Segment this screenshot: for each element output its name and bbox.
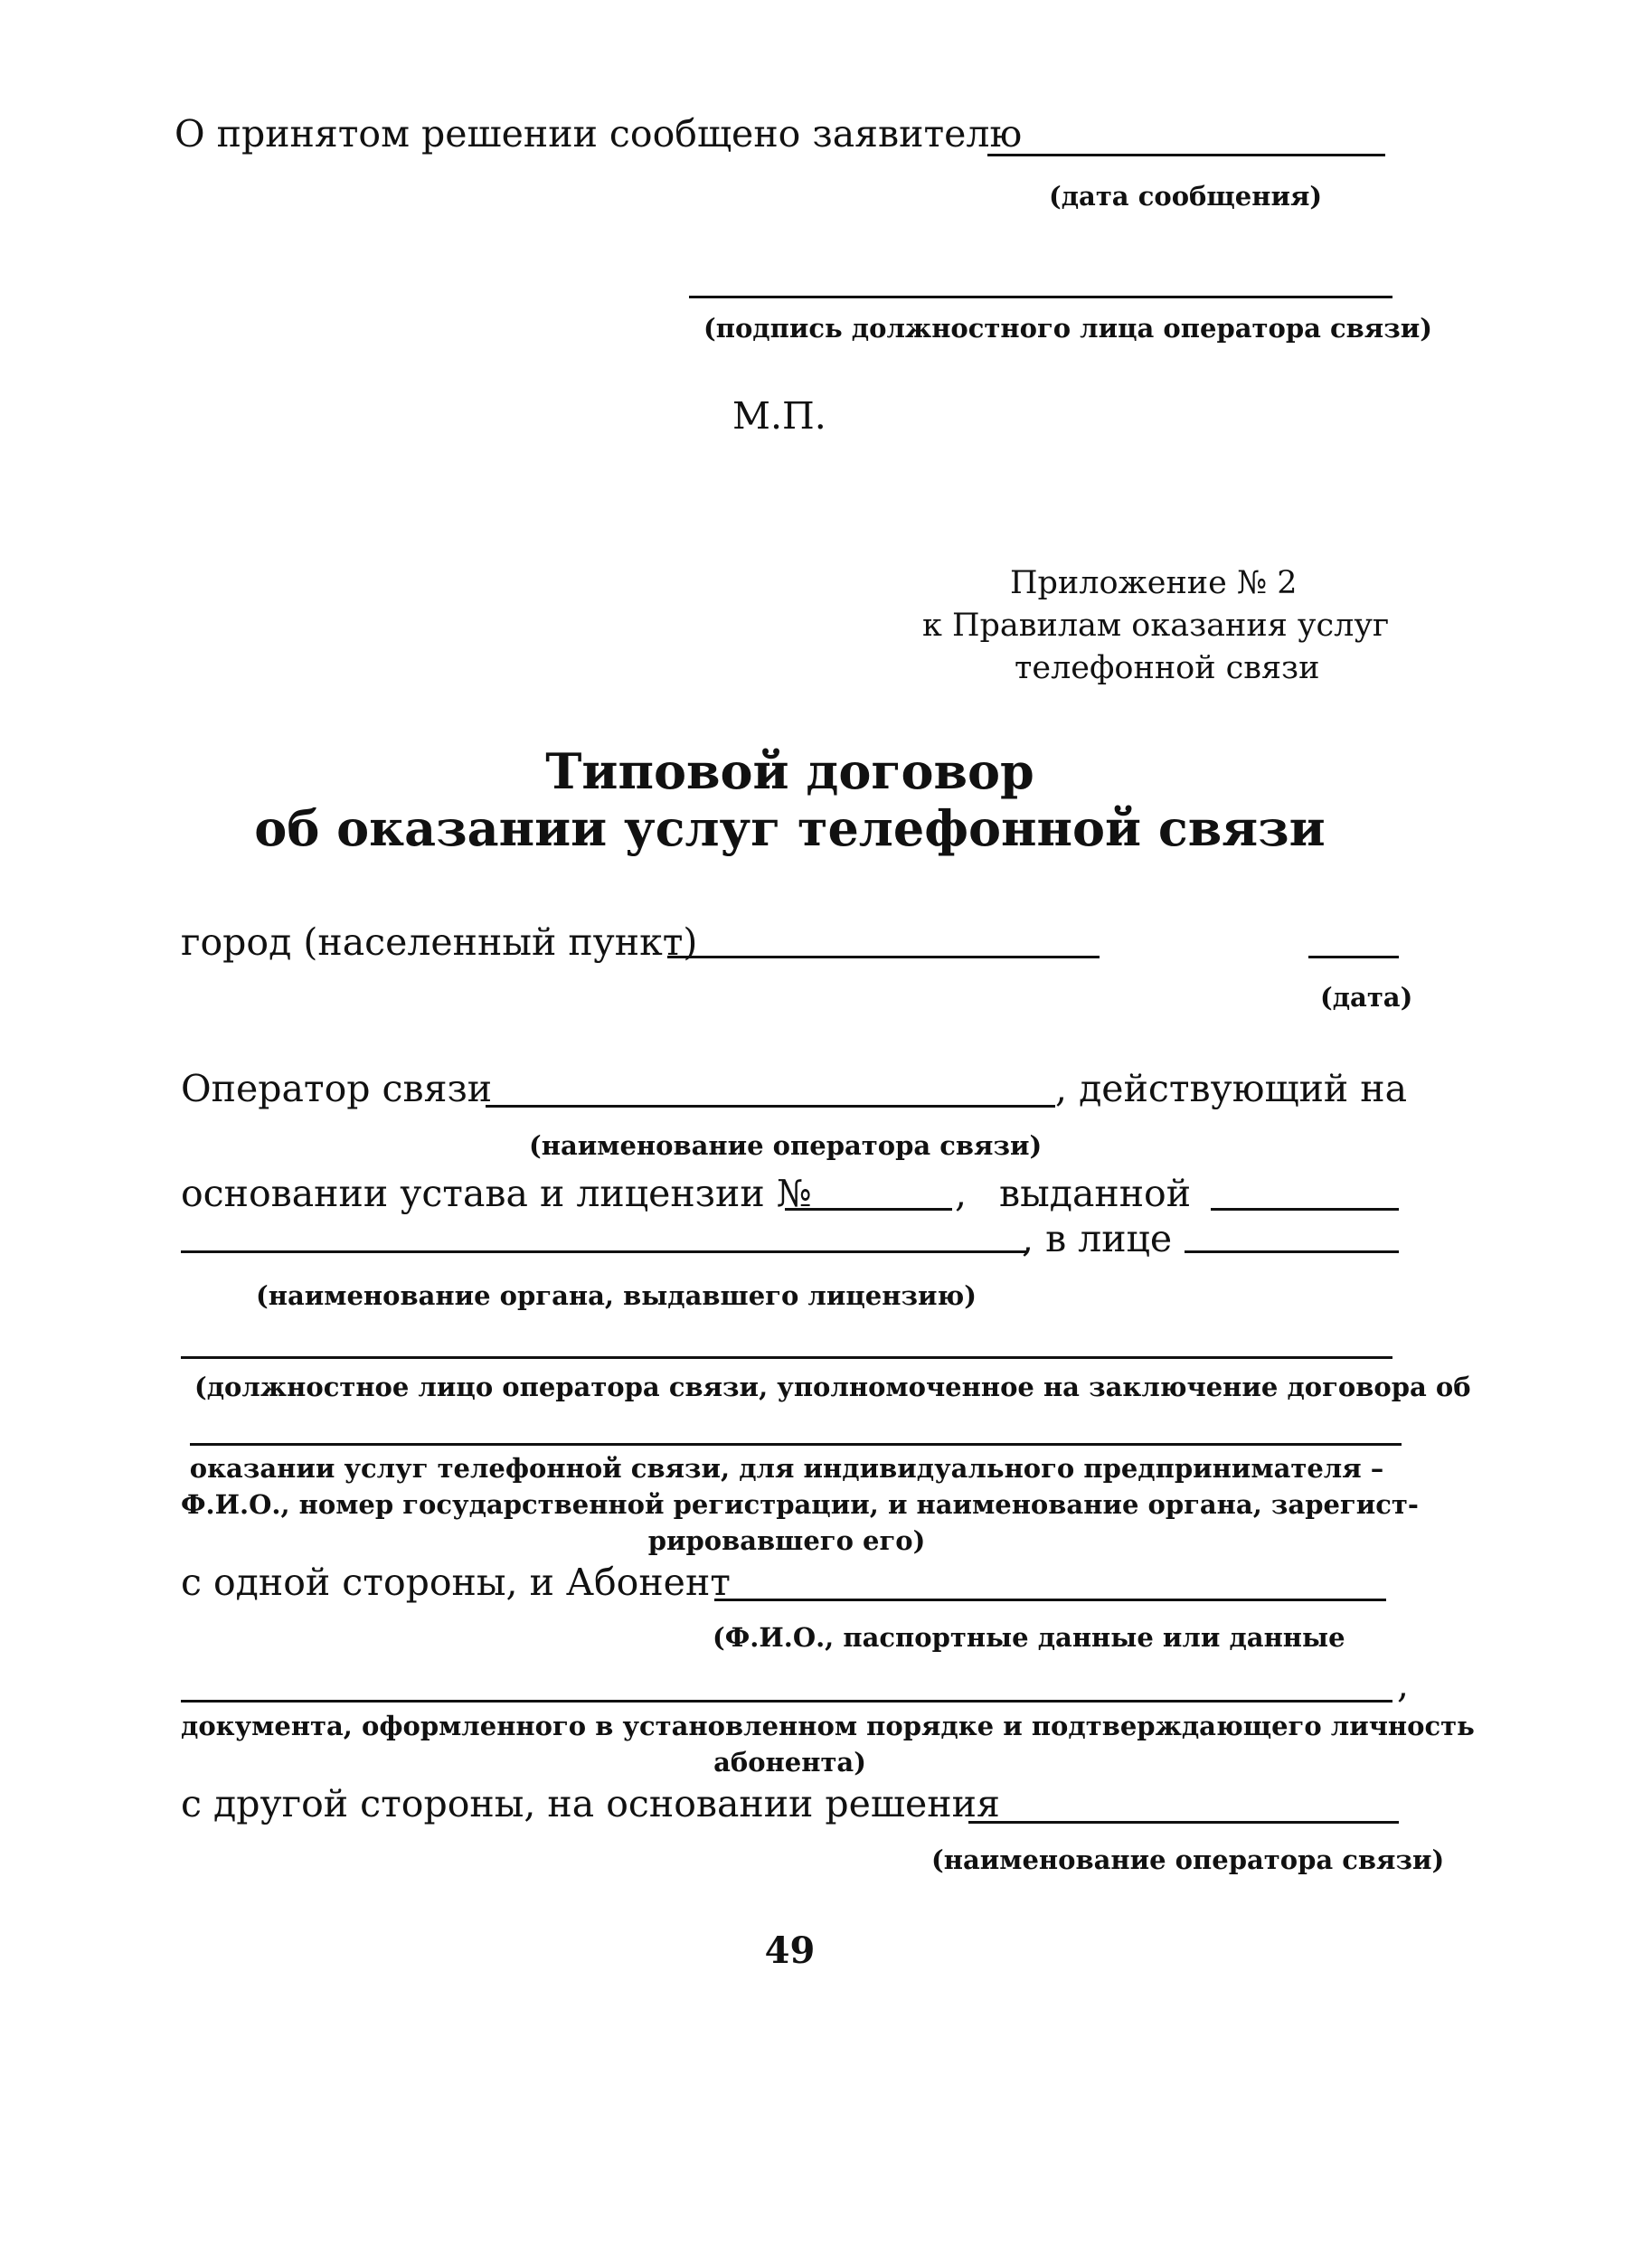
issuer-caption: (наименование органа, выдавшего лицензию) bbox=[256, 1280, 977, 1311]
subscriber-doc-line[interactable] bbox=[181, 1700, 1392, 1703]
appendix-line-2: к Правилам оказания услуг bbox=[922, 608, 1390, 644]
license-comma: , bbox=[955, 1172, 968, 1215]
notice-date-line[interactable] bbox=[987, 154, 1385, 156]
in-person-line[interactable] bbox=[1185, 1250, 1399, 1253]
issued-label: выданной bbox=[999, 1172, 1192, 1215]
signature-line[interactable] bbox=[689, 296, 1392, 298]
issued-line[interactable] bbox=[1211, 1208, 1399, 1211]
city-line[interactable] bbox=[667, 956, 1100, 958]
decision-label: с другой стороны, на основании решения bbox=[181, 1782, 1000, 1825]
notice-text: О принятом решении сообщено заявителю bbox=[175, 112, 1023, 156]
operator-name-line[interactable] bbox=[486, 1105, 1055, 1108]
official-line-2[interactable] bbox=[190, 1443, 1402, 1446]
decision-caption: (наименование оператора связи) bbox=[931, 1844, 1445, 1875]
page-number: 49 bbox=[764, 1929, 816, 1972]
appendix-line-3: телефонной связи bbox=[1015, 650, 1320, 686]
official-caption-1: (должностное лицо оператора связи, уполномоченное на заключение договора об bbox=[194, 1372, 1471, 1402]
issuer-line[interactable] bbox=[181, 1250, 1026, 1253]
official-caption-3: Ф.И.О., номер государственной регистрации, и наименование органа, зарегист- bbox=[181, 1489, 1419, 1520]
city-label: город (населенный пункт) bbox=[181, 920, 698, 964]
license-label: основании устава и лицензии № bbox=[181, 1172, 812, 1215]
in-person-label: , в лице bbox=[1022, 1217, 1173, 1260]
appendix-line-1: Приложение № 2 bbox=[1010, 565, 1298, 601]
contract-date-line[interactable] bbox=[1308, 956, 1399, 958]
signature-caption: (подпись должностного лица оператора связи) bbox=[703, 313, 1432, 344]
document-title-line-1: Типовой договор bbox=[545, 742, 1034, 800]
official-line-1[interactable] bbox=[181, 1356, 1392, 1359]
subscriber-comma: , bbox=[1397, 1663, 1410, 1706]
document-title-line-2: об оказании услуг телефонной связи bbox=[254, 799, 1326, 857]
license-number-line[interactable] bbox=[785, 1208, 952, 1211]
subscriber-caption-1: (Ф.И.О., паспортные данные или данные bbox=[713, 1622, 1345, 1653]
notice-date-caption: (дата сообщения) bbox=[1049, 181, 1323, 212]
operator-caption: (наименование оператора связи) bbox=[529, 1130, 1043, 1161]
official-caption-4: рировавшего его) bbox=[647, 1525, 926, 1556]
operator-label: Оператор связи bbox=[181, 1067, 493, 1110]
decision-line[interactable] bbox=[968, 1821, 1399, 1824]
subscriber-label: с одной стороны, и Абонент bbox=[181, 1561, 731, 1604]
subscriber-line[interactable] bbox=[714, 1599, 1386, 1601]
contract-date-caption: (дата) bbox=[1320, 982, 1413, 1013]
subscriber-caption-2: документа, оформленного в установленном порядке и подтверждающего личность bbox=[181, 1711, 1475, 1741]
subscriber-caption-3: абонента) bbox=[713, 1747, 866, 1778]
operator-suffix: , действующий на bbox=[1055, 1067, 1408, 1110]
stamp-placeholder: М.П. bbox=[732, 394, 826, 438]
official-caption-2: оказании услуг телефонной связи, для индивидуального предпринимателя – bbox=[189, 1453, 1384, 1484]
